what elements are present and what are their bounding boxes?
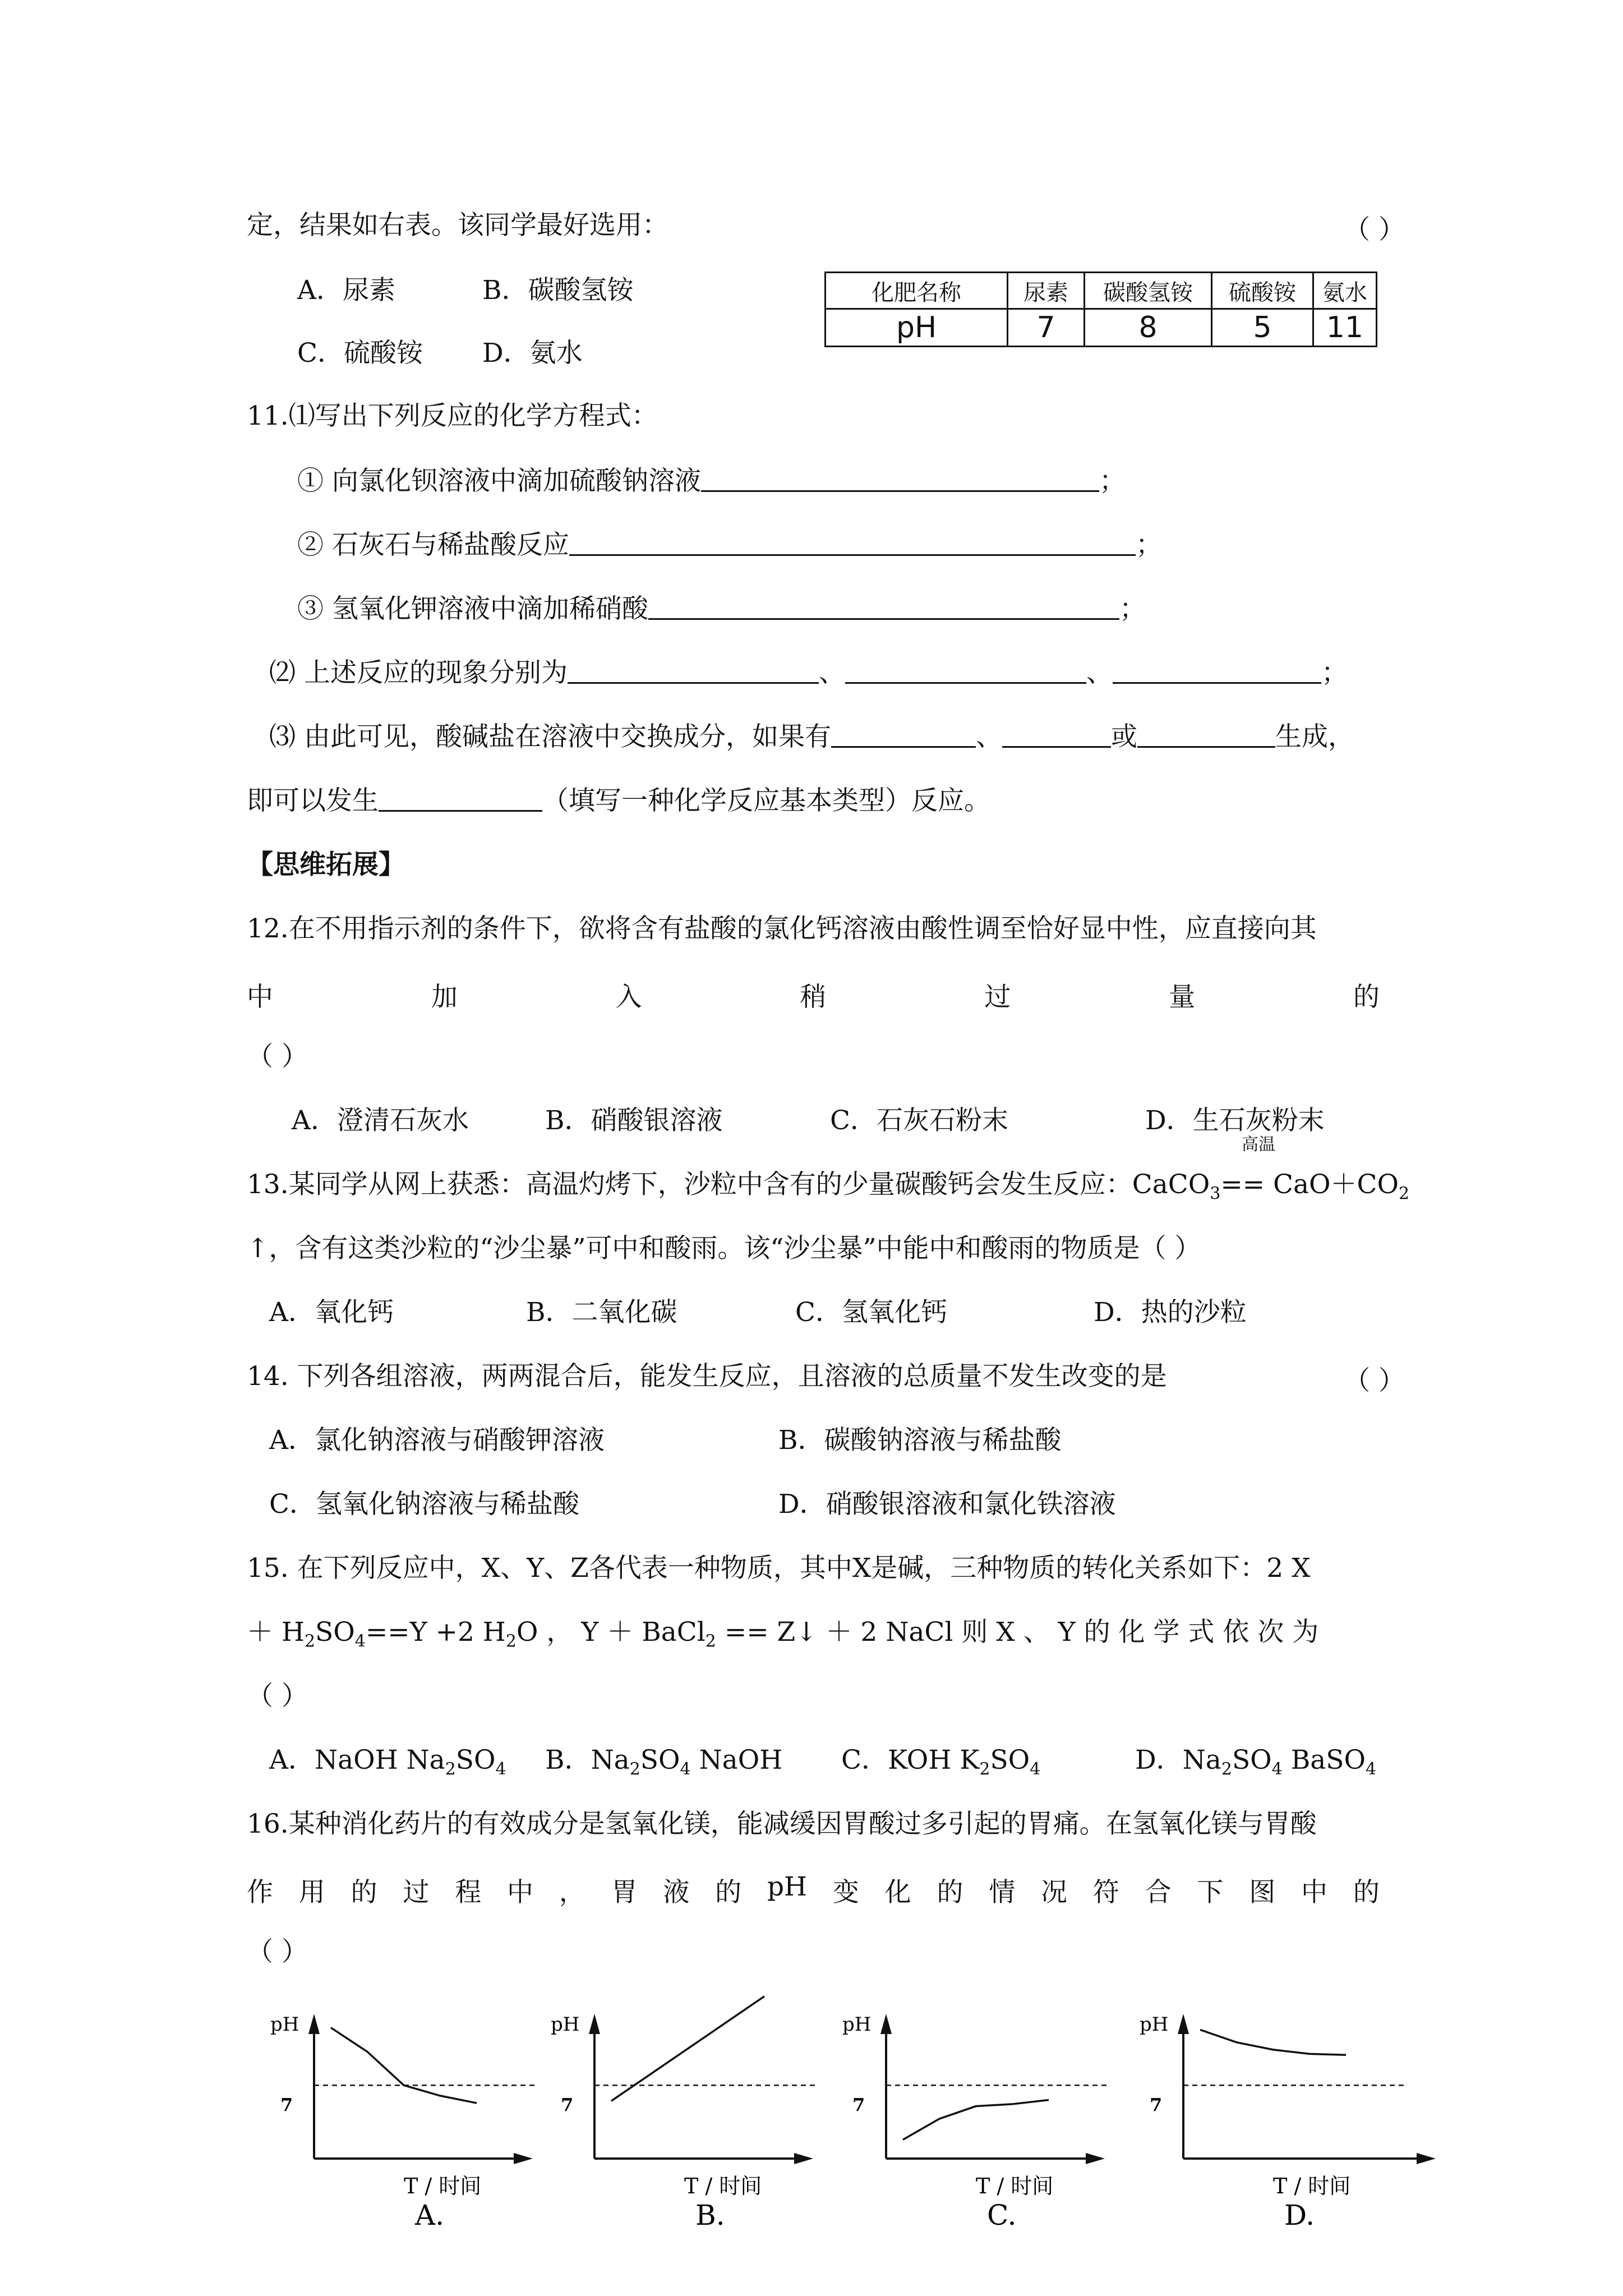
spread-char: 过 (403, 1877, 430, 1908)
q11-item-3-text: ③ 氢氧化钾溶液中滴加稀硝酸 (297, 593, 648, 624)
spread-char: 图 (1249, 1877, 1276, 1908)
q12-option-a: A．澄清石灰水 (292, 1105, 469, 1136)
x-axis-arrow (1086, 2153, 1105, 2164)
table-header-cell: 尿素 (1008, 273, 1085, 309)
q15-line-1: 15. 在下列反应中，X、Y、Z各代表一种物质，其中X是碱，三种物质的转化关系如下：2 X (247, 1553, 1311, 1584)
q13-line-1-text: 13.某同学从网上获悉：高温灼烤下，沙粒中含有的少量碳酸钙会发生反应：CaCO$_3$== $CaO+CO_2$ (247, 1169, 1410, 1204)
q10-option-c: C．硫酸铵 (297, 338, 423, 369)
table-cell: 8 (1085, 309, 1212, 347)
table-header-cell: 硫酸铵 (1212, 273, 1313, 309)
spread-char: 中 (247, 982, 273, 1013)
q12-line-1: 12.在不用指示剂的条件下，欲将含有盐酸的氯化钙溶液由酸性调至恰好显中性，应直接向其 (247, 913, 1317, 944)
table-header-cell: 氨水 (1313, 273, 1377, 309)
y-axis-label: pH (270, 2013, 299, 2036)
spread-char: 化 (884, 1877, 911, 1908)
table-cell: 7 (1008, 309, 1085, 347)
reference-tick-label: 7 (852, 2094, 865, 2116)
x-axis-arrow (794, 2153, 813, 2164)
q12-option-d: D．生石灰粉末 (1145, 1105, 1325, 1136)
q13-line-2: ↑，含有这类沙粒的“沙尘暴”可中和酸雨。该“沙尘暴”中能中和酸雨的物质是（ ） (247, 1233, 1201, 1264)
y-axis-arrow (308, 2014, 320, 2034)
reference-tick-label: 7 (280, 2094, 293, 2116)
spread-char: 程 (455, 1877, 482, 1908)
spread-char: 作 (247, 1877, 273, 1908)
spread-char: 的 (351, 1877, 377, 1908)
spread-char: 胃 (611, 1877, 638, 1908)
q13-reaction-condition: 高温 (1242, 1135, 1275, 1154)
spread-char: 情 (989, 1877, 1016, 1908)
table-header-cell: 化肥名称 (826, 273, 1008, 309)
q10-option-a: A．尿素 (297, 275, 395, 306)
spread-char: 中 (1301, 1877, 1328, 1908)
chart-option-label: C. (987, 2199, 1017, 2231)
q13-option-d: D．热的沙粒 (1094, 1297, 1247, 1328)
ph-curve (331, 2028, 477, 2103)
q13-option-a: A．氧化钙 (269, 1297, 394, 1328)
x-axis-label: T / 时间 (976, 2174, 1054, 2198)
x-axis-label: T / 时间 (684, 2174, 762, 2198)
separator: 、 (1086, 657, 1113, 688)
semicolon: ； (1135, 530, 1162, 560)
ph-curve (903, 2100, 1049, 2139)
semicolon: ； (1099, 466, 1126, 496)
separator: 、 (975, 721, 1002, 752)
spread-char: 用 (298, 1877, 325, 1908)
spread-char: ， (559, 1877, 585, 1908)
q10-line: 定，结果如右表。该同学最好选用： (247, 210, 668, 241)
x-axis-arrow (514, 2153, 533, 2164)
q14-line: 14. 下列各组溶液，两两混合后，能发生反应，且溶液的总质量不发生改变的是 (247, 1361, 1167, 1392)
spread-char: 的 (1353, 1877, 1380, 1908)
semicolon: ； (1119, 593, 1146, 624)
q12-option-b: B．硝酸银溶液 (545, 1105, 723, 1136)
q14-option-d: D．硝酸银溶液和氯化铁溶液 (778, 1489, 1116, 1520)
table-cell: 11 (1313, 309, 1377, 347)
y-axis-arrow (589, 2014, 600, 2034)
semicolon: ； (1321, 657, 1348, 688)
section-title: 【思维拓展】 (247, 849, 405, 880)
spread-char: 入 (615, 982, 642, 1013)
spread-char: 的 (937, 1877, 963, 1908)
x-axis-label: T / 时间 (404, 2174, 482, 2198)
q13-option-c: C．氢氧化钙 (795, 1297, 947, 1328)
q14-option-c: C．氢氧化钠溶液与稀盐酸 (269, 1489, 579, 1520)
q10-option-b: B．碳酸氢铵 (482, 275, 634, 306)
table-header-cell: 碳酸氢铵 (1085, 273, 1212, 309)
q14-option-b: B．碳酸钠溶液与稀盐酸 (778, 1425, 1062, 1456)
spread-char: 符 (1092, 1877, 1119, 1908)
spread-char: pH (767, 1871, 808, 1902)
q12-answer-bracket: （ ） (247, 1041, 308, 1072)
spread-char: 的 (715, 1877, 742, 1908)
y-axis-arrow (880, 2014, 892, 2034)
q11-item-2-text: ② 石灰石与稀盐酸反应 (297, 530, 569, 560)
generate-text: 生成， (1275, 721, 1354, 752)
or-text: 或 (1110, 721, 1137, 752)
q15-option-b: B．$Na_2SO_4$ NaOH (545, 1745, 783, 1779)
y-axis-label: pH (1140, 2013, 1169, 2036)
y-axis-label: pH (842, 2013, 872, 2036)
y-axis-arrow (1178, 2014, 1189, 2034)
spread-char: 合 (1145, 1877, 1172, 1908)
q10-answer-bracket: （ ） (1344, 214, 1405, 245)
q13-option-b: B．二氧化碳 (526, 1297, 677, 1328)
separator: 、 (818, 657, 845, 688)
q15-line-2-text: ＋ $H_2SO_4==Y +2$ $H_2O$ ， Y ＋ BaCl$_2$ == Z↓ ＋ 2 NaCl 则 X 、 Y 的 化 学 式 依 次 为 (247, 1617, 1319, 1651)
spread-char: 加 (431, 982, 458, 1013)
q16-answer-bracket: （ ） (247, 1936, 308, 1967)
q11-part-3-text: 即可以发生 (247, 785, 379, 816)
spread-char: 中 (506, 1877, 533, 1908)
x-axis-label: T / 时间 (1273, 2174, 1351, 2198)
q12-option-c: C．石灰石粉末 (830, 1105, 1008, 1136)
q10-option-d: D．氨水 (482, 338, 583, 369)
q11-intro: 11.⑴写出下列反应的化学方程式： (247, 401, 658, 431)
q11-part-3-text: ⑶ 由此可见，酸碱盐在溶液中交换成分，如果有 (269, 721, 831, 752)
q11-part-2-label: ⑵ 上述反应的现象分别为 (269, 657, 568, 688)
q15-option-a: A．NaOH $Na_2SO_4$ (269, 1745, 506, 1779)
reference-tick-label: 7 (1150, 2094, 1163, 2116)
chart-option-label: A. (415, 2199, 445, 2231)
spread-char: 液 (663, 1877, 690, 1908)
q14-option-a: A．氯化钠溶液与硝酸钾溶液 (269, 1425, 605, 1456)
spread-char: 稍 (800, 982, 827, 1013)
spread-char: 变 (832, 1877, 859, 1908)
chart-option-label: D. (1284, 2199, 1315, 2231)
ph-curve (1200, 2030, 1346, 2055)
reference-tick-label: 7 (561, 2094, 574, 2116)
q14-answer-bracket: （ ） (1344, 1365, 1405, 1396)
y-axis-label: pH (551, 2013, 580, 2036)
spread-char: 的 (1353, 982, 1380, 1013)
q15-option-c: C．KOH $K_2SO_4$ (841, 1745, 1041, 1779)
x-axis-arrow (1417, 2153, 1436, 2164)
table-cell: pH (826, 309, 1008, 347)
q16-line-1: 16.某种消化药片的有效成分是氢氧化镁，能减缓因胃酸过多引起的胃痛。在氢氧化镁与胃酸 (247, 1809, 1317, 1839)
spread-char: 过 (984, 982, 1011, 1013)
q15-answer-bracket: （ ） (247, 1681, 308, 1711)
spread-char: 量 (1169, 982, 1196, 1013)
spread-char: 下 (1197, 1877, 1224, 1908)
q11-item-1-text: ① 向氯化钡溶液中滴加硫酸钠溶液 (297, 466, 701, 496)
table-cell: 5 (1212, 309, 1313, 347)
q11-part-3-text: （填写一种化学反应基本类型）反应。 (542, 785, 990, 816)
q15-option-d: D．$Na_2SO_4$ BaSO$_4$ (1135, 1745, 1377, 1779)
chart-option-label: B. (695, 2199, 725, 2231)
spread-char: 况 (1041, 1877, 1068, 1908)
